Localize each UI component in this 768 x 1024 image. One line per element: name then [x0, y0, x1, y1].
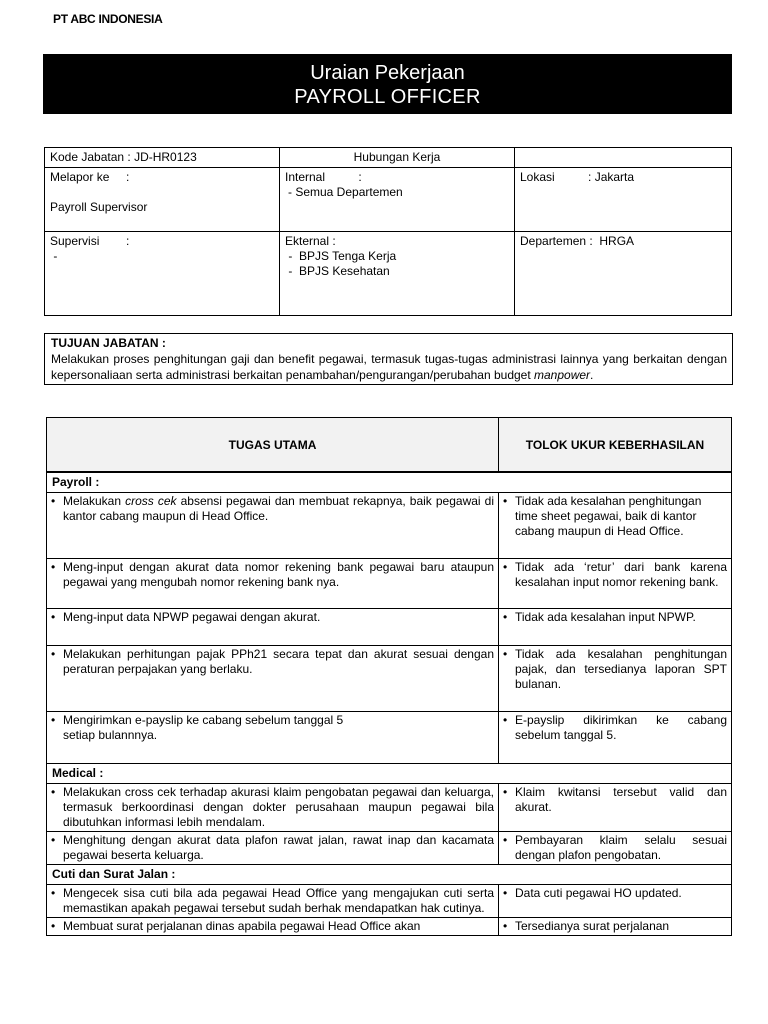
- tujuan-jabatan-text: Melakukan proses penghitungan gaji dan benefit pegawai, termasuk tugas-tugas administrasi lainnya yang berkaitan dengan kepersonaliaan serta administrasi berkaitan penambahan/pengurangan/perubahan budget manpower.: [51, 352, 727, 382]
- internal-cell: [280, 168, 515, 232]
- lokasi-cell: Lokasi : Jakarta: [515, 168, 732, 232]
- empty-header-cell: [515, 148, 732, 168]
- section-payroll: Payroll :: [47, 472, 732, 493]
- document-title: Uraian Pekerjaan: [310, 62, 465, 84]
- kpi-item: • Tidak ada kesalahan input NPWP.: [499, 609, 732, 646]
- section-cuti: Cuti dan Surat Jalan :: [47, 865, 732, 885]
- task-item: • Melakukan perhitungan pajak PPh21 secara tepat dan akurat sesuai dengan peraturan perpajakan yang berlaku.: [47, 646, 499, 712]
- job-title: PAYROLL OFFICER: [294, 86, 481, 108]
- supervisi-cell: [45, 232, 280, 316]
- melapor-ke-label: Melapor ke :: [50, 170, 130, 184]
- eksternal-cell: [280, 232, 515, 316]
- departemen-cell: Departemen : HRGA: [515, 232, 732, 316]
- internal-label: Internal :: [285, 170, 362, 184]
- internal-value: - Semua Departemen: [288, 185, 403, 199]
- tolok-ukur-header: TOLOK UKUR KEBERHASILAN: [499, 418, 732, 473]
- eksternal-label: Ekternal :: [285, 234, 336, 248]
- kpi-item: • Tidak ada kesalahan penghitungan pajak, dan tersedianya laporan SPT bulanan.: [499, 646, 732, 712]
- kpi-item: • Klaim kwitansi tersebut valid dan akurat.: [499, 784, 732, 832]
- task-item: • Membuat surat perjalanan dinas apabila pegawai Head Office akan: [47, 918, 499, 936]
- kpi-item: • Tidak ada ‘retur’ dari bank karena kesalahan input nomor rekening bank.: [499, 559, 732, 609]
- task-item: • Mengecek sisa cuti bila ada pegawai Head Office yang mengajukan cuti serta memastikan apakah pegawai tersebut sudah berhak mendapatkan hak cutinya.: [47, 885, 499, 918]
- kpi-item: • E-payslip dikirimkan ke cabang sebelum tanggal 5.: [499, 712, 732, 764]
- task-item: • Melakukan cross cek terhadap akurasi klaim pengobatan pegawai dan keluarga, termasuk berkoordinasi dengan dokter perusahaan maupun pegawai bila dibutuhkan informasi lebih mendalam.: [47, 784, 499, 832]
- title-banner: [43, 54, 732, 114]
- tujuan-jabatan-box: [44, 333, 733, 385]
- company-name: PT ABC INDONESIA: [53, 12, 163, 26]
- task-item: • Meng-input data NPWP pegawai dengan akurat.: [47, 609, 499, 646]
- melapor-ke-cell: [45, 168, 280, 232]
- eksternal-item: - BPJS Tenga Kerja: [285, 249, 397, 263]
- kpi-item: • Data cuti pegawai HO updated.: [499, 885, 732, 918]
- tasks-table: [46, 417, 732, 936]
- task-item: • Menghitung dengan akurat data plafon rawat jalan, rawat inap dan kacamata pegawai beserta keluarga.: [47, 832, 499, 865]
- kode-jabatan: Kode Jabatan : JD-HR0123: [45, 148, 280, 168]
- section-medical: Medical :: [47, 764, 732, 784]
- tugas-utama-header: TUGAS UTAMA: [47, 418, 499, 473]
- job-info-table: [44, 147, 732, 316]
- kpi-item: • Tidak ada kesalahan penghitungan time sheet pegawai, baik di kantor cabang maupun di Head Office.: [499, 493, 732, 559]
- eksternal-item: - BPJS Kesehatan: [285, 264, 390, 278]
- task-item: • Melakukan cross cek absensi pegawai dan membuat rekapnya, baik pegawai di kantor cabang maupun di Head Office.: [47, 493, 499, 559]
- task-item: • Mengirimkan e-payslip ke cabang sebelum tanggal 5 setiap bulannnya.: [47, 712, 499, 764]
- hubungan-kerja-header: Hubungan Kerja: [280, 148, 515, 168]
- kpi-item: • Pembayaran klaim selalu sesuai dengan plafon pengobatan.: [499, 832, 732, 865]
- kpi-item: • Tersedianya surat perjalanan: [499, 918, 732, 936]
- supervisi-label: Supervisi :: [50, 234, 130, 248]
- tujuan-jabatan-heading: TUJUAN JABATAN :: [51, 336, 166, 350]
- supervisi-value: -: [50, 249, 58, 263]
- task-item: • Meng-input dengan akurat data nomor rekening bank pegawai baru ataupun pegawai yang mengubah nomor rekening bank nya.: [47, 559, 499, 609]
- melapor-ke-value: Payroll Supervisor: [50, 200, 148, 214]
